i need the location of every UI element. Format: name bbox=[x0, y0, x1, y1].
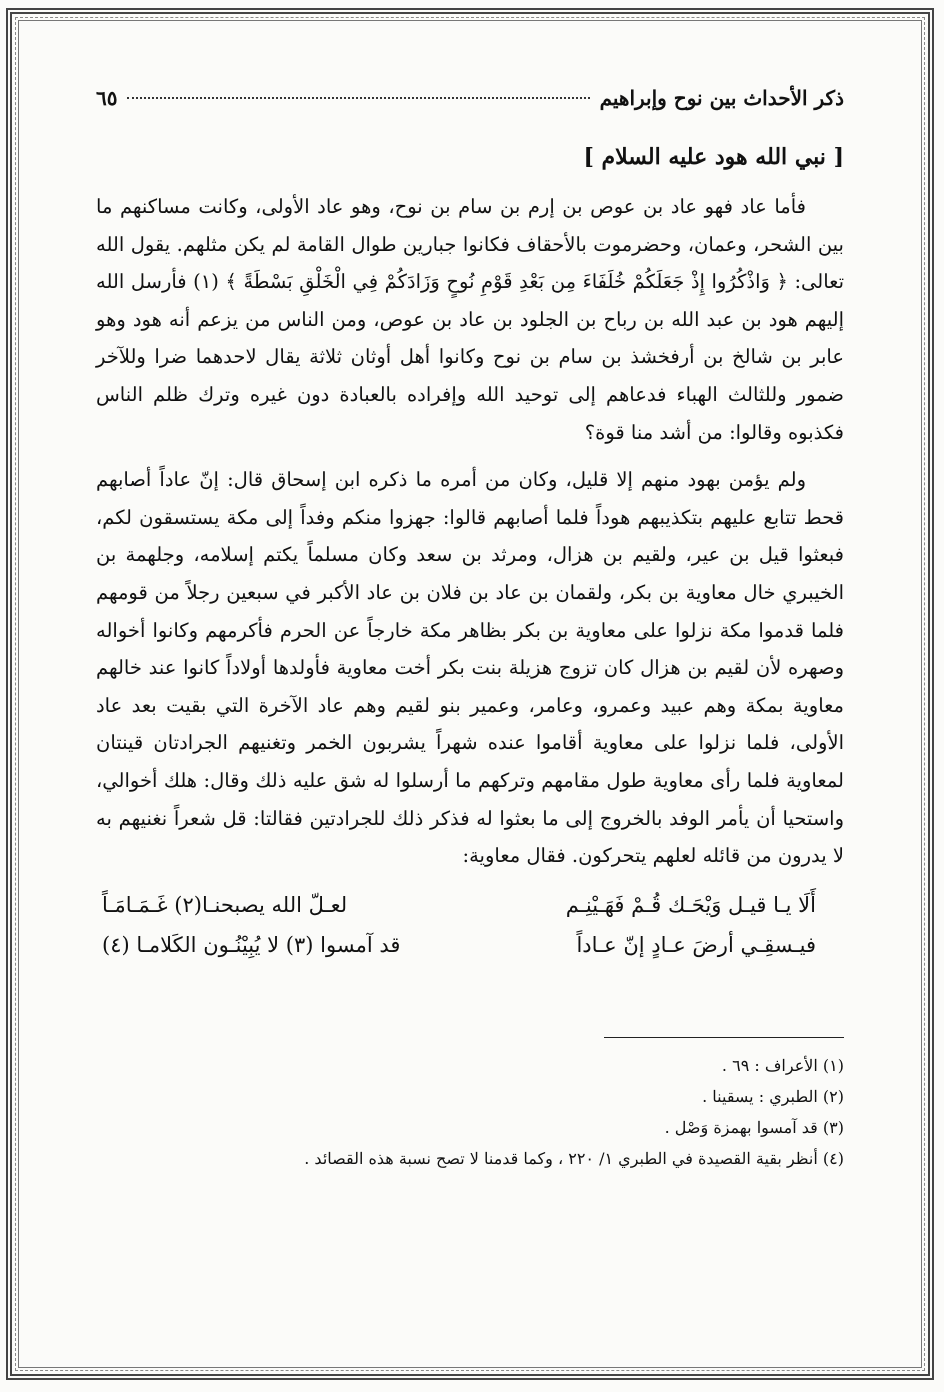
header-title: ذكر الأحداث بين نوح وإبراهيم bbox=[599, 86, 844, 110]
footnote-1: (١) الأعراف : ٦٩ . bbox=[721, 1055, 844, 1075]
header-dot-leader bbox=[127, 97, 589, 99]
paragraph-2: ولم يؤمن بهود منهم إلا قليل، وكان من أمره ما ذكره ابن إسحاق قال: إنّ عاداً أصابهم قحط تتابع عليهم بتكذيبهم هوداً فلما أصابهم قالوا: جهزوا منكم وفداً إلى مكة يستسقون لكم، فبعثوا قيل بن عير، ولقيم بن هزال، ومرثد بن سعد وكان مسلماً يكتم إسلامه، وجلهمة بن الخيبري خال معاوية بن بكر، ولقمان بن عاد بن فلان بن عاد الأكبر في سبعين رجلاً من قومهم فلما قدموا مكة نزلوا على معاوية بن بكر بظاهر مكة خارجاً عن الحرم فأكرمهم وكانوا أخواله وصهره لأن لقيم بن هزال كان تزوج هزيلة بنت بكر أخت معاوية فأولدها أولاداً كانوا عند خالهم معاوية بمكة وهم عبيد وعمرو، وعامر، وعمير بنو لقيم وهم عاد الآخرة التي بقيت بعد عاد الأولى، فلما نزلوا على معاوية أقاموا عنده شهراً يشربون الخمر وتغنيهم الجرادتان قينتان لمعاوية فلما رأى معاوية طول مقامهم وتركهم ما أرسلوا له شق عليه ذلك وقال: هلك أخوالي، واستحيا أن يأمر الوفد بالخروج إلى ما بعثوا له فذكر ذلك للجرادتين فقالتا: قل شعراً نغنيهم به لا يدرون من قائله لعلهم يتحركون. فقال معاوية: bbox=[96, 468, 844, 868]
footnote-3: (٣) قد آمسوا بهمزة وَصْل . bbox=[664, 1117, 844, 1137]
footnote-2: (٢) الطبري : يسقينا . bbox=[702, 1086, 844, 1106]
paragraph-1: فأما عاد فهو عاد بن عوص بن إرم بن سام بن نوح، وهو عاد الأولى، وكانت مساكنهم ما بين الشحر، وعمان، وحضرموت بالأحقاف فكانوا جبارين طوال القامة لم يكن مثلهم. يقول الله تعالى: ﴿ وَاذْكُرُوا إِذْ جَعَلَكُمْ خُلَفَاءَ مِن بَعْدِ قَوْمِ نُوحٍ وَزَادَكُمْ فِي الْخَلْقِ بَسْطَةً ﴾ (١) فأرسل الله إليهم هود بن عبد الله بن رباح بن الجلود بن عاد بن عوص، ومن الناس من يزعم أنه هود وهو عابر بن شالخ بن أرفخشذ بن سام بن نوح وكانوا أهل أوثان ثلاثة يقال لاحدهما ضرا وللآخر ضمور وللثالث الهباء فدعاهم إلى توحيد الله وإفراده بالعبادة دون غيره وترك ظلم الناس فكذبوه وقالوا: من أشد منا قوة؟ bbox=[96, 195, 845, 444]
verse-first-hemistich: فيـسقِـي أرضَ عـادٍ إنّ عـاداً bbox=[576, 932, 816, 957]
verse-second-hemistich: لعـلّ الله يصبحنـا(٢) غَـمَـامَـاً bbox=[102, 892, 348, 917]
footnotes bbox=[96, 1050, 844, 1174]
verse-second-hemistich: قد آمسوا (٣) لا يُبِيْنُـون الكَلامـا (٤) bbox=[102, 932, 401, 957]
book-page bbox=[96, 86, 844, 1174]
verse-line bbox=[96, 885, 844, 925]
footnote-4: (٤) أنظر بقية القصيدة في الطبري ١/ ٢٢٠ ، وكما قدمنا لا تصح نسبة هذه القصائد . bbox=[304, 1148, 844, 1168]
verse-line bbox=[96, 925, 844, 965]
section-title: [ نبي الله هود عليه السلام ] bbox=[583, 144, 844, 170]
page-number: ٦٥ bbox=[96, 86, 118, 110]
verse-first-hemistich: أَلَا يـا قيـل وَيْحَـك قُـمْ فَهَـيْنِـم bbox=[565, 892, 816, 917]
poem bbox=[96, 885, 844, 965]
running-header bbox=[96, 86, 844, 126]
footnote-separator bbox=[604, 1037, 844, 1038]
